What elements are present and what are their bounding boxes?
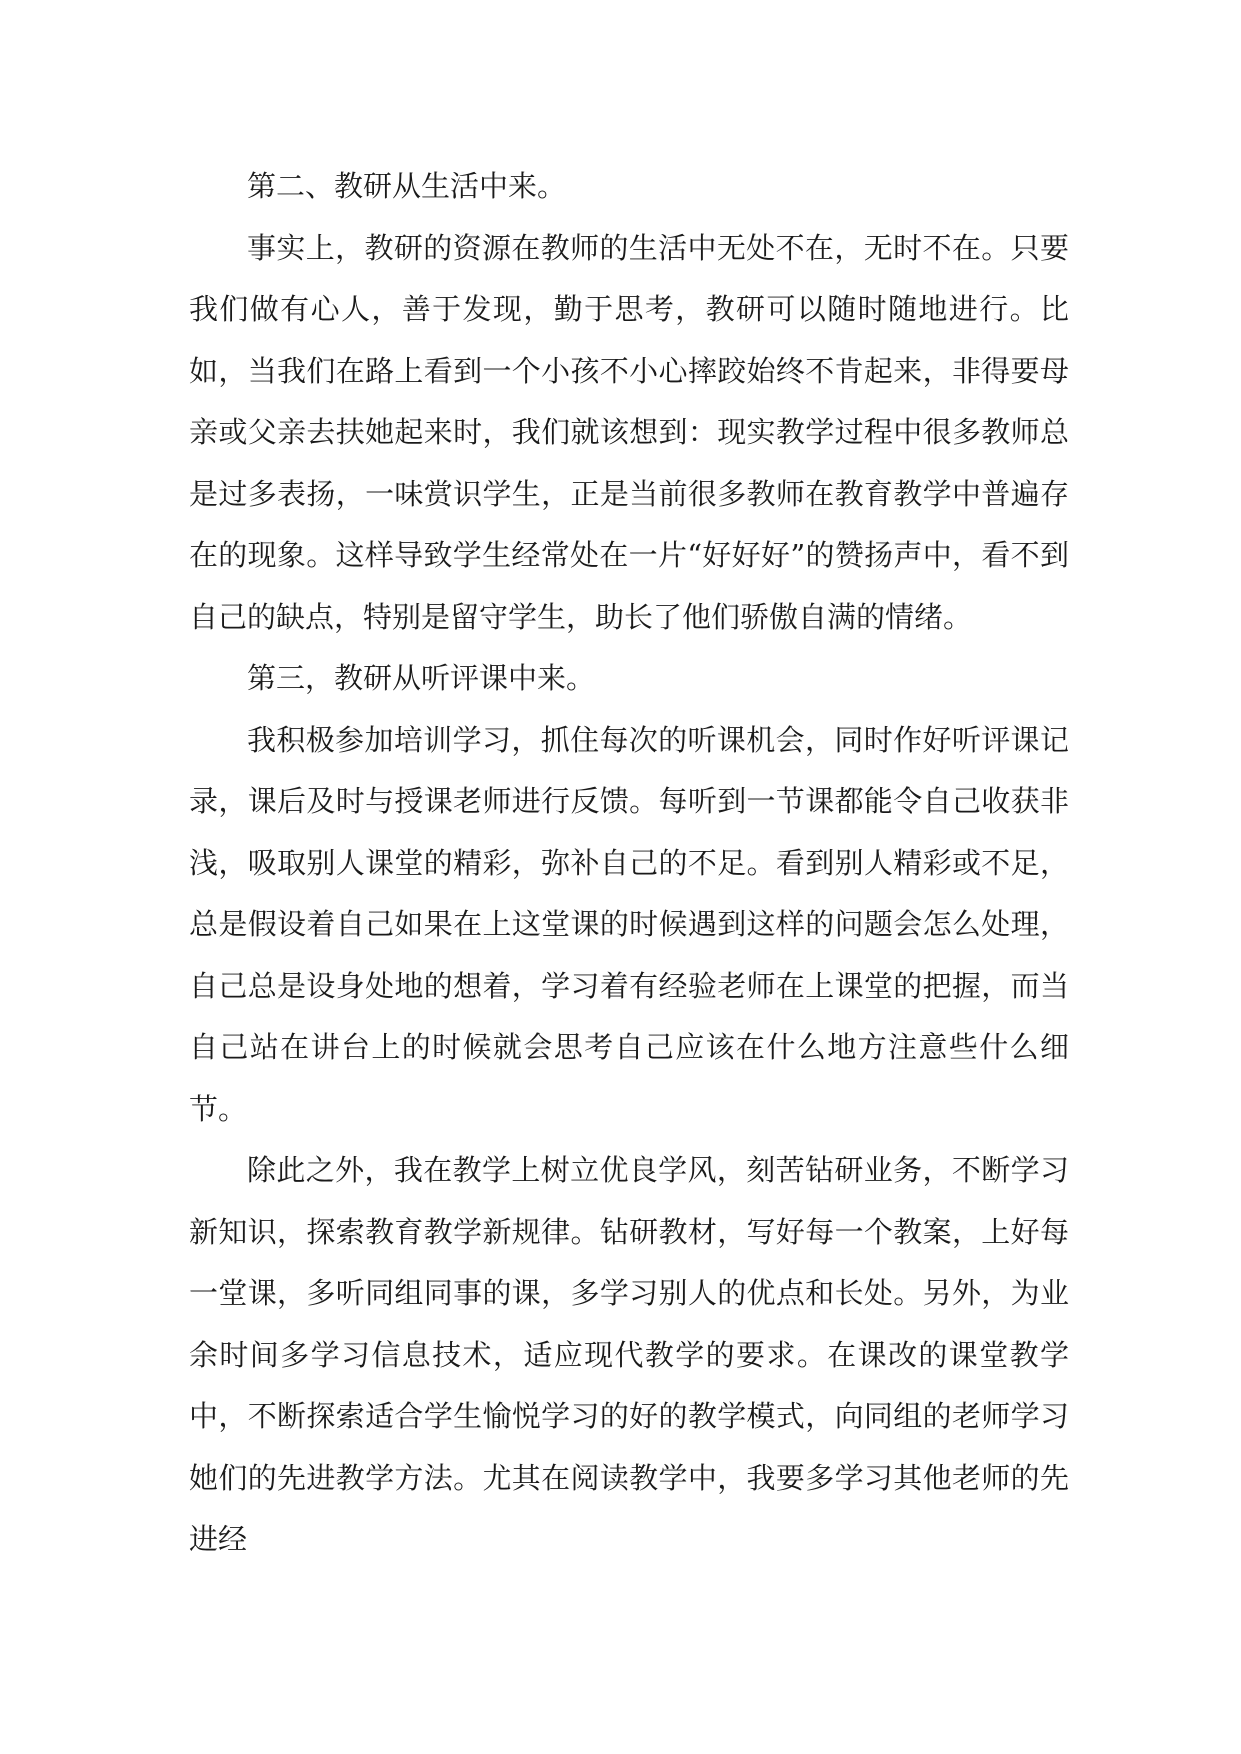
paragraph-heading-2: 第二、教研从生活中来。 [247, 169, 567, 203]
document-body [189, 156, 1069, 1571]
paragraph: 除此之外，我在教学上树立优良学风，刻苦钻研业务，不断学习新知识，探索教育教学新规律。钻研教材，写好每一个教案，上好每一堂课，多听同组同事的课，多学习别人的优点和长处。另外，为业余时间多学习信息技术，适应现代教学的要求。在课改的课堂教学中，不断探索适合学生愉悦学习的好的教学模式，向同组的老师学习她们的先进教学方法。尤其在阅读教学中，我要多学习其他老师的先进经 [189, 1153, 1069, 1556]
paragraph: 我积极参加培训学习，抓住每次的听课机会，同时作好听评课记录，课后及时与授课老师进行反馈。每听到一节课都能令自己收获非浅，吸取别人课堂的精彩，弥补自己的不足。看到别人精彩或不足，总是假设着自己如果在上这堂课的时候遇到这样的问题会怎么处理，自己总是设身处地的想着，学习着有经验老师在上课堂的把握，而当自己站在讲台上的时候就会思考自己应该在什么地方注意些什么细节。 [189, 722, 1069, 1126]
paragraph-heading-3: 第三，教研从听评课中来。 [247, 661, 596, 695]
paragraph: 事实上，教研的资源在教师的生活中无处不在，无时不在。只要我们做有心人，善于发现，勤于思考，教研可以随时随地进行。比如，当我们在路上看到一个小孩不小心摔跤始终不肯起来，非得要母亲或父亲去扶她起来时，我们就该想到：现实教学过程中很多教师总是过多表扬，一味赏识学生，正是当前很多教师在教育教学中普遍存在的现象。这样导致学生经常处在一片“好好好”的赞扬声中，看不到自己的缺点，特别是留守学生，助长了他们骄傲自满的情绪。 [189, 230, 1069, 634]
